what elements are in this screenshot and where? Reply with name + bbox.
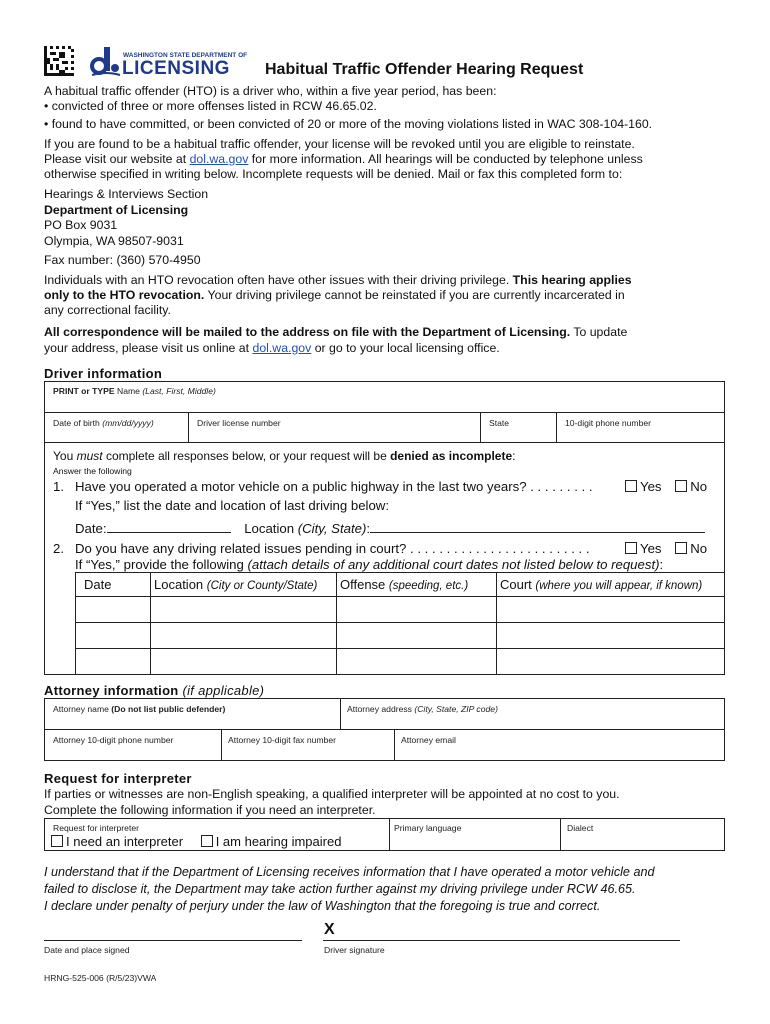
q2-if-yes bbox=[75, 557, 663, 573]
col-offense bbox=[337, 573, 497, 597]
location-label-colon: : bbox=[366, 521, 371, 536]
para2-line2 bbox=[44, 152, 643, 168]
must-complete bbox=[53, 449, 515, 463]
para4-text-b: your address, please visit us online at bbox=[44, 341, 253, 355]
dol-logo bbox=[90, 47, 248, 79]
interpreter-options bbox=[51, 834, 341, 849]
attorney-address-label-italic: (City, State, ZIP code) bbox=[414, 704, 498, 714]
para3-bold-a: This hearing applies bbox=[512, 273, 632, 287]
row3-date-cell[interactable] bbox=[76, 649, 151, 675]
attorney-name-label-bold: (Do not list public defender) bbox=[111, 704, 226, 714]
license-label: Driver license number bbox=[197, 418, 281, 428]
row3-location-cell[interactable] bbox=[151, 649, 337, 675]
q2-if-italic: (attach details of any additional court dates not listed below to request) bbox=[247, 557, 660, 572]
col-date: Date bbox=[76, 573, 151, 597]
q2-yes-label: Yes bbox=[640, 541, 662, 556]
interpreter-row bbox=[44, 818, 725, 851]
q1-no-checkbox[interactable] bbox=[675, 480, 687, 492]
attorney-phone-field[interactable] bbox=[45, 730, 222, 760]
q1-date-row bbox=[75, 521, 705, 537]
para2-text-b: for more information. All hearings will be conducted by telephone unless bbox=[248, 152, 643, 166]
para3-line3: any correctional facility. bbox=[44, 303, 171, 317]
q2-if-text: If “Yes,” provide the following bbox=[75, 557, 248, 572]
website-link[interactable]: dol.wa.gov bbox=[189, 152, 249, 166]
website-link-2[interactable]: dol.wa.gov bbox=[252, 341, 312, 355]
datamatrix-icon bbox=[44, 46, 74, 76]
interpreter-line1: If parties or witnesses are non-English speaking, a qualified interpreter will be appointed at no cost to you. bbox=[44, 787, 620, 801]
location-label: Location bbox=[244, 521, 298, 536]
addr-dept: Department of Licensing bbox=[44, 203, 189, 217]
row1-offense-cell[interactable] bbox=[337, 597, 497, 623]
name-label bbox=[53, 386, 216, 396]
q2-if-colon: : bbox=[659, 557, 664, 572]
col-offense-italic: (speeding, etc.) bbox=[388, 580, 469, 592]
para4-bold: All correspondence will be mailed to the address on file with the Department of Licensing. bbox=[44, 325, 571, 339]
attorney-name-field[interactable] bbox=[45, 699, 341, 729]
must-italic: must bbox=[76, 449, 103, 463]
row2-court-cell[interactable] bbox=[497, 623, 725, 649]
col-location bbox=[151, 573, 337, 597]
qr-code bbox=[44, 46, 74, 76]
primary-language-field[interactable] bbox=[390, 819, 561, 850]
row3-court-cell[interactable] bbox=[497, 649, 725, 675]
interpreter-heading: Request for interpreter bbox=[44, 771, 192, 786]
attorney-name-label-text: Attorney name bbox=[53, 704, 112, 714]
signature-line[interactable] bbox=[323, 940, 680, 941]
must-bold: denied as incomplete bbox=[390, 449, 513, 463]
interpreter-line2: Complete the following information if you need an interpreter. bbox=[44, 803, 376, 817]
intro-bullet2: • found to have committed, or been convicted of 20 or more of the moving violations listed in WAC 308-104-160. bbox=[44, 117, 653, 131]
hearing-impaired-checkbox[interactable] bbox=[201, 835, 213, 847]
hearing-impaired-label: I am hearing impaired bbox=[215, 834, 342, 849]
intro-line1: A habitual traffic offender (HTO) is a driver who, within a five year period, has been: bbox=[44, 84, 497, 98]
name-label-italic: (Last, First, Middle) bbox=[142, 386, 216, 396]
q2-no-label: No bbox=[690, 541, 708, 556]
dol-logo-icon bbox=[90, 47, 122, 77]
agency-name: LICENSING bbox=[122, 58, 230, 79]
phone-field[interactable] bbox=[557, 413, 725, 442]
q1-number: 1. bbox=[53, 479, 64, 494]
para3-text-b: Your driving privilege cannot be reinstated if you are currently incarcerated in bbox=[204, 288, 625, 302]
primary-language-label: Primary language bbox=[394, 823, 462, 833]
col-location-label: Location bbox=[154, 577, 207, 592]
para4-text-a: To update bbox=[570, 325, 628, 339]
fax-number: Fax number: (360) 570-4950 bbox=[44, 253, 201, 267]
addr-section: Hearings & Interviews Section bbox=[44, 187, 209, 201]
row3-offense-cell[interactable] bbox=[337, 649, 497, 675]
attorney-heading bbox=[44, 683, 264, 698]
form-id: HRNG-525-006 (R/5/23)VWA bbox=[44, 973, 157, 983]
form-title: Habitual Traffic Offender Hearing Request bbox=[265, 61, 584, 78]
row1-location-cell[interactable] bbox=[151, 597, 337, 623]
dob-label-text: Date of birth bbox=[53, 418, 103, 428]
location-label-italic: (City, State) bbox=[297, 521, 367, 536]
court-table bbox=[75, 572, 725, 675]
q1-no-label: No bbox=[690, 479, 708, 494]
q2-yes-checkbox[interactable] bbox=[625, 542, 637, 554]
state-label: State bbox=[489, 418, 510, 428]
interpreter-request-label: Request for interpreter bbox=[53, 823, 139, 833]
date-place-line[interactable] bbox=[44, 940, 302, 941]
q1-text: Have you operated a motor vehicle on a public highway in the last two years? . . . . . . . . . bbox=[75, 479, 593, 494]
col-offense-label: Offense bbox=[340, 577, 389, 592]
addr-city: Olympia, WA 98507-9031 bbox=[44, 234, 184, 248]
q2-number: 2. bbox=[53, 541, 64, 556]
table-row bbox=[76, 649, 725, 675]
attorney-email-field[interactable] bbox=[395, 730, 726, 760]
q2-options bbox=[621, 541, 707, 557]
attorney-address-label bbox=[347, 704, 498, 714]
court-table-header bbox=[76, 573, 725, 597]
attorney-heading-italic: (if applicable) bbox=[178, 683, 265, 698]
last-driving-date-field[interactable] bbox=[107, 521, 231, 533]
date-place-label: Date and place signed bbox=[44, 945, 130, 955]
agency-top: WASHINGTON STATE DEPARTMENT OF bbox=[123, 52, 248, 59]
must-text-a: You bbox=[53, 449, 77, 463]
need-interpreter-checkbox[interactable] bbox=[51, 835, 63, 847]
attorney-fax-label: Attorney 10-digit fax number bbox=[228, 735, 336, 745]
last-driving-location-field[interactable] bbox=[370, 521, 705, 533]
row1-date-cell[interactable] bbox=[76, 597, 151, 623]
attorney-name-label bbox=[53, 704, 225, 714]
name-field[interactable] bbox=[44, 381, 725, 413]
declaration-line2: failed to disclose it, the Department may take action further against my driving privilege under RCW 46.65. bbox=[44, 882, 636, 896]
declaration-line1: I understand that if the Department of Licensing receives information that I have operated a motor vehicle and bbox=[44, 865, 655, 879]
row2-date-cell[interactable] bbox=[76, 623, 151, 649]
para2-line3: otherwise specified in writing below. Incomplete requests will be denied. Mail or fax this completed form to: bbox=[44, 167, 623, 181]
q1-yes-checkbox[interactable] bbox=[625, 480, 637, 492]
para2-text-a: Please visit our website at bbox=[44, 152, 190, 166]
name-label-text: Name bbox=[114, 386, 143, 396]
q1-if-yes: If “Yes,” list the date and location of last driving below: bbox=[75, 498, 389, 513]
row1-court-cell[interactable] bbox=[497, 597, 725, 623]
attorney-fax-field[interactable] bbox=[222, 730, 395, 760]
state-field[interactable] bbox=[481, 413, 557, 442]
row2-offense-cell[interactable] bbox=[337, 623, 497, 649]
col-location-italic: (City or County/State) bbox=[206, 580, 318, 592]
dialect-label: Dialect bbox=[567, 823, 594, 833]
signature-x: X bbox=[324, 921, 335, 938]
table-row bbox=[76, 623, 725, 649]
must-colon: : bbox=[512, 449, 516, 463]
dialect-field[interactable] bbox=[561, 819, 726, 850]
q2-no-checkbox[interactable] bbox=[675, 542, 687, 554]
must-text-c: complete all responses below, or your request will be bbox=[102, 449, 391, 463]
date-label: Date: bbox=[75, 521, 107, 536]
answer-following: Answer the following bbox=[53, 466, 132, 476]
col-court-label: Court bbox=[500, 577, 536, 592]
phone-label: 10-digit phone number bbox=[565, 418, 651, 428]
declaration-line3: I declare under penalty of perjury under the law of Washington that the foregoing is true and correct. bbox=[44, 899, 601, 913]
para2-line1: If you are found to be a habitual traffic offender, your license will be revoked until you are eligible to reinstate. bbox=[44, 137, 635, 151]
attorney-address-label-text: Attorney address bbox=[347, 704, 415, 714]
para3-text-a: Individuals with an HTO revocation often have other issues with their driving privilege. bbox=[44, 273, 513, 287]
intro-bullet1: • convicted of three or more offenses listed in RCW 46.65.02. bbox=[44, 99, 377, 113]
col-court bbox=[497, 573, 725, 597]
attorney-row1 bbox=[44, 698, 725, 730]
q1-yes-label: Yes bbox=[640, 479, 662, 494]
para3-line2 bbox=[44, 288, 625, 304]
interpreter-request-field bbox=[45, 819, 390, 850]
para4-text-c: or go to your local licensing office. bbox=[311, 341, 500, 355]
addr-po: PO Box 9031 bbox=[44, 218, 118, 232]
attorney-heading-bold: Attorney information bbox=[44, 683, 179, 698]
dob-field[interactable] bbox=[45, 413, 189, 442]
para4-line2 bbox=[44, 341, 500, 357]
q1-options bbox=[621, 479, 707, 495]
para3-line1 bbox=[44, 273, 632, 289]
dob-label bbox=[53, 418, 154, 428]
q2-text: Do you have any driving related issues pending in court? . . . . . . . . . . . . . . . . . . . . . . . . . bbox=[75, 541, 590, 556]
para3-bold-b: only to the HTO revocation. bbox=[44, 288, 205, 302]
attorney-phone-label: Attorney 10-digit phone number bbox=[53, 735, 174, 745]
attorney-address-field[interactable] bbox=[341, 699, 726, 729]
driver-heading: Driver information bbox=[44, 366, 163, 381]
attorney-email-label: Attorney email bbox=[401, 735, 456, 745]
table-row bbox=[76, 597, 725, 623]
attorney-row2 bbox=[44, 729, 725, 761]
need-interpreter-label: I need an interpreter bbox=[66, 834, 184, 849]
dob-label-italic: (mm/dd/yyyy) bbox=[102, 418, 154, 428]
col-court-italic: (where you will appear, if known) bbox=[535, 580, 703, 592]
name-label-bold: PRINT or TYPE bbox=[53, 386, 115, 396]
license-field[interactable] bbox=[189, 413, 481, 442]
signature-label: Driver signature bbox=[324, 945, 385, 955]
para4-line1 bbox=[44, 325, 627, 341]
driver-row2 bbox=[44, 412, 725, 443]
row2-location-cell[interactable] bbox=[151, 623, 337, 649]
